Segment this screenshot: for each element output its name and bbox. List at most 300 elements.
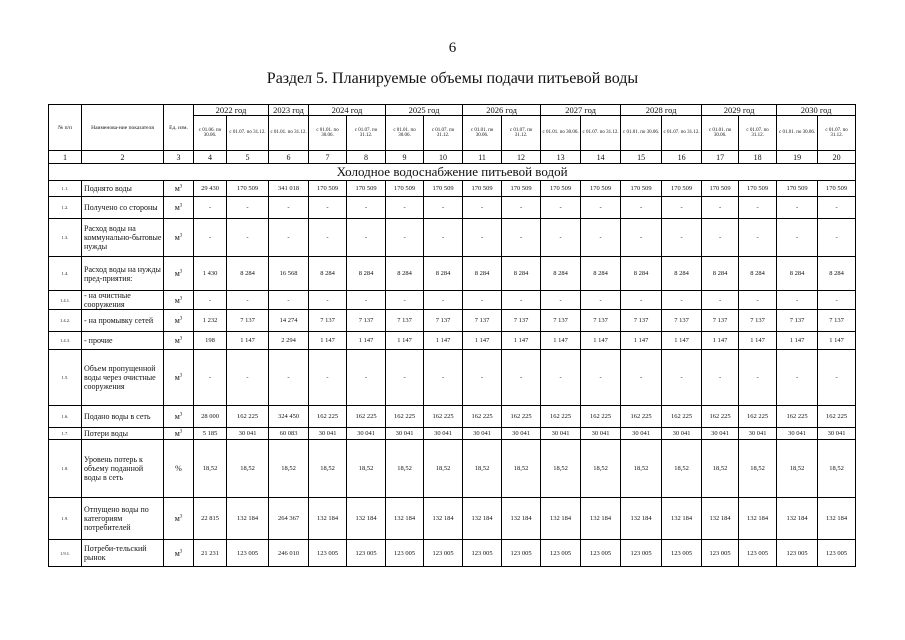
- unit-cell: [164, 291, 194, 310]
- value-cell: 132 184: [581, 498, 621, 540]
- value-cell: -: [818, 350, 856, 406]
- value-cell: 1 147: [463, 332, 502, 350]
- value-cell: 170 509: [818, 181, 856, 197]
- table-row: [49, 440, 856, 498]
- value-cell: 8 284: [739, 257, 777, 291]
- indicator-name: Подано воды в сеть: [82, 406, 164, 428]
- value-cell: 162 225: [818, 406, 856, 428]
- value-cell: 123 005: [739, 540, 777, 567]
- column-number: 17: [702, 151, 739, 164]
- value-cell: 18,52: [739, 440, 777, 498]
- value-cell: -: [194, 219, 227, 257]
- period-header: с 01.07. по 31.12.: [818, 116, 856, 151]
- value-cell: 162 225: [424, 406, 463, 428]
- year-header: 2024 год: [309, 105, 386, 116]
- indicator-name: Отпущено воды по категориям потребителей: [82, 498, 164, 540]
- value-cell: 132 184: [227, 498, 269, 540]
- value-cell: -: [777, 219, 818, 257]
- value-cell: -: [621, 291, 662, 310]
- column-number: 16: [662, 151, 702, 164]
- year-header: 2029 год: [702, 105, 777, 116]
- value-cell: 18,52: [424, 440, 463, 498]
- unit-cell: [164, 181, 194, 197]
- value-cell: 123 005: [777, 540, 818, 567]
- row-number: 1.9.1.: [49, 540, 82, 567]
- value-cell: -: [463, 219, 502, 257]
- value-cell: 30 041: [424, 428, 463, 440]
- period-header: с 01.07. по 31.12.: [502, 116, 541, 151]
- column-number: 5: [227, 151, 269, 164]
- value-cell: 18,52: [581, 440, 621, 498]
- year-header: 2027 год: [541, 105, 621, 116]
- value-cell: 162 225: [309, 406, 347, 428]
- unit-cell: [164, 310, 194, 332]
- value-cell: 1 147: [739, 332, 777, 350]
- value-cell: -: [702, 197, 739, 219]
- indicator-name: Поднято воды: [82, 181, 164, 197]
- value-cell: 132 184: [739, 498, 777, 540]
- column-number: 8: [347, 151, 386, 164]
- value-cell: 18,52: [541, 440, 581, 498]
- period-header: с 01.07. по 31.12.: [581, 116, 621, 151]
- value-cell: 7 137: [739, 310, 777, 332]
- period-header: с 01.07. по 31.12.: [227, 116, 269, 151]
- value-cell: 132 184: [818, 498, 856, 540]
- value-cell: -: [502, 350, 541, 406]
- value-cell: -: [269, 197, 309, 219]
- value-cell: 8 284: [386, 257, 424, 291]
- value-cell: 162 225: [702, 406, 739, 428]
- value-cell: -: [621, 219, 662, 257]
- value-cell: 162 225: [621, 406, 662, 428]
- value-cell: 1 147: [424, 332, 463, 350]
- row-number: 1.7.: [49, 428, 82, 440]
- value-cell: -: [581, 219, 621, 257]
- value-cell: -: [269, 291, 309, 310]
- column-number: 3: [164, 151, 194, 164]
- value-cell: 30 041: [309, 428, 347, 440]
- value-cell: 8 284: [581, 257, 621, 291]
- value-cell: 7 137: [386, 310, 424, 332]
- value-cell: 28 000: [194, 406, 227, 428]
- unit-text: м: [174, 203, 180, 212]
- unit-text: м: [174, 336, 180, 345]
- value-cell: 30 041: [347, 428, 386, 440]
- year-header: 2028 год: [621, 105, 702, 116]
- column-number: 6: [269, 151, 309, 164]
- unit-superscript: 3: [179, 514, 183, 520]
- value-cell: -: [309, 197, 347, 219]
- value-cell: 1 147: [227, 332, 269, 350]
- value-cell: 162 225: [347, 406, 386, 428]
- value-cell: -: [309, 291, 347, 310]
- value-cell: -: [227, 219, 269, 257]
- value-cell: -: [662, 291, 702, 310]
- value-cell: 1 430: [194, 257, 227, 291]
- value-cell: 132 184: [702, 498, 739, 540]
- value-cell: -: [739, 219, 777, 257]
- column-number: 2: [82, 151, 164, 164]
- value-cell: -: [702, 291, 739, 310]
- value-cell: 170 509: [386, 181, 424, 197]
- value-cell: 30 041: [702, 428, 739, 440]
- value-cell: -: [541, 197, 581, 219]
- column-number: 19: [777, 151, 818, 164]
- year-header: 2030 год: [777, 105, 856, 116]
- value-cell: 18,52: [702, 440, 739, 498]
- period-header: с 01.01. по 30.06.: [621, 116, 662, 151]
- value-cell: -: [662, 350, 702, 406]
- value-cell: 170 509: [227, 181, 269, 197]
- indicator-name: Расход воды на нужды пред-приятия:: [82, 257, 164, 291]
- value-cell: 170 509: [581, 181, 621, 197]
- column-number: 15: [621, 151, 662, 164]
- column-number: 4: [194, 151, 227, 164]
- column-number: 14: [581, 151, 621, 164]
- value-cell: -: [777, 291, 818, 310]
- value-cell: 123 005: [424, 540, 463, 567]
- value-cell: 7 137: [309, 310, 347, 332]
- value-cell: -: [309, 219, 347, 257]
- table-row: [49, 498, 856, 540]
- unit-text: м: [174, 295, 180, 305]
- value-cell: 8 284: [702, 257, 739, 291]
- table-row: [49, 332, 856, 350]
- value-cell: 18,52: [194, 440, 227, 498]
- indicator-name: - на очистные сооружения: [82, 291, 164, 310]
- column-number: 20: [818, 151, 856, 164]
- period-header: с 01.01. по 30.06.: [309, 116, 347, 151]
- value-cell: 30 041: [386, 428, 424, 440]
- value-cell: -: [194, 197, 227, 219]
- value-cell: 162 225: [777, 406, 818, 428]
- value-cell: -: [386, 219, 424, 257]
- value-cell: 7 137: [502, 310, 541, 332]
- period-header: с 01.01. по 31.12.: [269, 116, 309, 151]
- unit-cell: [164, 219, 194, 257]
- period-header: с 01.01. по 30.06.: [463, 116, 502, 151]
- unit-text: м: [174, 184, 180, 193]
- value-cell: 30 041: [662, 428, 702, 440]
- page-title: Раздел 5. Планируемые объемы подачи питьевой воды: [266, 70, 639, 87]
- unit-cell: [164, 332, 194, 350]
- unit-superscript: 3: [179, 373, 183, 379]
- unit-text: м: [174, 548, 180, 558]
- value-cell: 1 147: [662, 332, 702, 350]
- unit-superscript: 3: [179, 184, 183, 190]
- period-header: с 01.01. по 30.06.: [386, 116, 424, 151]
- unit-superscript: 3: [179, 203, 183, 209]
- indicator-name: Потреби-тельский рынок: [82, 540, 164, 567]
- column-number: 13: [541, 151, 581, 164]
- unit-cell: [164, 428, 194, 440]
- value-cell: 60 083: [269, 428, 309, 440]
- unit-superscript: 3: [179, 233, 183, 239]
- value-cell: 2 294: [269, 332, 309, 350]
- row-number: 1.4.1.: [49, 291, 82, 310]
- value-cell: 162 225: [386, 406, 424, 428]
- value-cell: 7 137: [621, 310, 662, 332]
- column-number: 10: [424, 151, 463, 164]
- unit-text: м: [174, 233, 180, 242]
- value-cell: 132 184: [662, 498, 702, 540]
- value-cell: 30 041: [463, 428, 502, 440]
- row-number: 1.3.: [49, 219, 82, 257]
- value-cell: 162 225: [662, 406, 702, 428]
- period-header: с 01.01. по 30.06.: [702, 116, 739, 151]
- value-cell: 132 184: [777, 498, 818, 540]
- unit-text: м: [174, 514, 180, 523]
- value-cell: -: [269, 350, 309, 406]
- value-cell: 162 225: [739, 406, 777, 428]
- value-cell: 132 184: [309, 498, 347, 540]
- value-cell: 8 284: [818, 257, 856, 291]
- value-cell: 1 147: [502, 332, 541, 350]
- unit-cell: [164, 498, 194, 540]
- year-header: 2022 год: [194, 105, 269, 116]
- value-cell: -: [502, 219, 541, 257]
- value-cell: 8 284: [227, 257, 269, 291]
- value-cell: -: [662, 197, 702, 219]
- value-cell: -: [581, 291, 621, 310]
- value-cell: -: [347, 291, 386, 310]
- value-cell: 132 184: [347, 498, 386, 540]
- value-cell: 123 005: [463, 540, 502, 567]
- value-cell: 30 041: [739, 428, 777, 440]
- column-number: 9: [386, 151, 424, 164]
- period-header: с 01.07. по 31.12.: [739, 116, 777, 151]
- value-cell: 8 284: [463, 257, 502, 291]
- value-cell: 7 137: [818, 310, 856, 332]
- value-cell: 123 005: [621, 540, 662, 567]
- row-number: 1.2.: [49, 197, 82, 219]
- value-cell: 1 147: [541, 332, 581, 350]
- value-cell: 162 225: [502, 406, 541, 428]
- value-cell: 21 231: [194, 540, 227, 567]
- indicator-name: - на промывку сетей: [82, 310, 164, 332]
- value-cell: 1 147: [777, 332, 818, 350]
- header-name: Наименова-ние показателя: [82, 105, 164, 151]
- value-cell: 18,52: [818, 440, 856, 498]
- unit-superscript: 3: [179, 295, 183, 301]
- value-cell: -: [702, 350, 739, 406]
- section-title: Холодное водоснабжение питьевой водой: [49, 164, 856, 181]
- value-cell: -: [269, 219, 309, 257]
- value-cell: -: [818, 291, 856, 310]
- value-cell: -: [739, 291, 777, 310]
- value-cell: 8 284: [502, 257, 541, 291]
- unit-cell: [164, 540, 194, 567]
- value-cell: -: [541, 219, 581, 257]
- value-cell: 18,52: [502, 440, 541, 498]
- indicator-name: Расход воды на коммунально-бытовые нужды: [82, 219, 164, 257]
- value-cell: 18,52: [777, 440, 818, 498]
- value-cell: 170 509: [777, 181, 818, 197]
- value-cell: 1 147: [818, 332, 856, 350]
- unit-superscript: 3: [179, 412, 183, 418]
- value-cell: 170 509: [739, 181, 777, 197]
- value-cell: 341 018: [269, 181, 309, 197]
- year-header: 2025 год: [386, 105, 463, 116]
- value-cell: -: [424, 197, 463, 219]
- value-cell: 7 137: [463, 310, 502, 332]
- value-cell: -: [621, 350, 662, 406]
- value-cell: 170 509: [702, 181, 739, 197]
- value-cell: 8 284: [777, 257, 818, 291]
- value-cell: -: [347, 219, 386, 257]
- value-cell: 8 284: [621, 257, 662, 291]
- value-cell: -: [424, 219, 463, 257]
- value-cell: 7 137: [227, 310, 269, 332]
- value-cell: 170 509: [502, 181, 541, 197]
- unit-text: %: [175, 464, 182, 473]
- value-cell: 18,52: [227, 440, 269, 498]
- value-cell: -: [739, 350, 777, 406]
- indicator-name: Потери воды: [82, 428, 164, 440]
- value-cell: 5 185: [194, 428, 227, 440]
- value-cell: -: [581, 197, 621, 219]
- value-cell: 1 232: [194, 310, 227, 332]
- value-cell: 30 041: [777, 428, 818, 440]
- value-cell: -: [309, 350, 347, 406]
- value-cell: -: [541, 291, 581, 310]
- row-number: 1.4.: [49, 257, 82, 291]
- value-cell: -: [227, 291, 269, 310]
- value-cell: -: [424, 291, 463, 310]
- value-cell: 123 005: [386, 540, 424, 567]
- value-cell: 132 184: [621, 498, 662, 540]
- table-row: [49, 197, 856, 219]
- header-no: № п/п: [49, 105, 82, 151]
- unit-cell: [164, 350, 194, 406]
- table-row: [49, 291, 856, 310]
- table-row: [49, 181, 856, 197]
- value-cell: -: [502, 197, 541, 219]
- value-cell: 7 137: [541, 310, 581, 332]
- value-cell: 132 184: [463, 498, 502, 540]
- value-cell: 8 284: [662, 257, 702, 291]
- table-row: [49, 540, 856, 567]
- value-cell: 123 005: [309, 540, 347, 567]
- value-cell: -: [347, 350, 386, 406]
- water-supply-table: [48, 104, 856, 567]
- value-cell: 264 367: [269, 498, 309, 540]
- unit-superscript: 3: [179, 269, 183, 275]
- value-cell: -: [194, 350, 227, 406]
- year-header: 2026 год: [463, 105, 541, 116]
- value-cell: -: [818, 219, 856, 257]
- value-cell: 162 225: [463, 406, 502, 428]
- table-row: [49, 406, 856, 428]
- unit-text: м: [174, 316, 180, 325]
- value-cell: 7 137: [662, 310, 702, 332]
- indicator-name: Получено со стороны: [82, 197, 164, 219]
- value-cell: -: [386, 350, 424, 406]
- page-number: 6: [448, 40, 457, 56]
- row-number: 1.4.3.: [49, 332, 82, 350]
- value-cell: 170 509: [424, 181, 463, 197]
- value-cell: 123 005: [502, 540, 541, 567]
- unit-cell: [164, 440, 194, 498]
- value-cell: 8 284: [309, 257, 347, 291]
- period-header: с 01.07. по 31.12.: [347, 116, 386, 151]
- value-cell: 123 005: [347, 540, 386, 567]
- value-cell: 170 509: [347, 181, 386, 197]
- value-cell: 198: [194, 332, 227, 350]
- value-cell: 132 184: [424, 498, 463, 540]
- value-cell: 132 184: [502, 498, 541, 540]
- row-number: 1.5.: [49, 350, 82, 406]
- value-cell: 8 284: [541, 257, 581, 291]
- value-cell: 1 147: [309, 332, 347, 350]
- section-row: [49, 164, 856, 181]
- unit-text: м: [174, 412, 180, 421]
- period-header: с 01.01. по 30.06.: [777, 116, 818, 151]
- indicator-name: Объем пропущенной воды через очистные сооружения: [82, 350, 164, 406]
- value-cell: 123 005: [581, 540, 621, 567]
- unit-text: м: [174, 373, 180, 382]
- period-header: с 01.01. по 30.06.: [541, 116, 581, 151]
- value-cell: 30 041: [581, 428, 621, 440]
- value-cell: -: [702, 219, 739, 257]
- value-cell: 14 274: [269, 310, 309, 332]
- value-cell: 123 005: [227, 540, 269, 567]
- value-cell: 18,52: [463, 440, 502, 498]
- value-cell: 30 041: [227, 428, 269, 440]
- value-cell: -: [502, 291, 541, 310]
- value-cell: -: [227, 197, 269, 219]
- column-number-row: [49, 151, 856, 164]
- value-cell: 170 509: [621, 181, 662, 197]
- unit-superscript: 3: [179, 548, 183, 554]
- row-number: 1.1.: [49, 181, 82, 197]
- value-cell: 324 450: [269, 406, 309, 428]
- value-cell: 162 225: [541, 406, 581, 428]
- unit-cell: [164, 197, 194, 219]
- value-cell: 22 815: [194, 498, 227, 540]
- unit-superscript: 3: [179, 316, 183, 322]
- value-cell: -: [463, 291, 502, 310]
- table-row: [49, 428, 856, 440]
- table-row: [49, 257, 856, 291]
- value-cell: 132 184: [541, 498, 581, 540]
- row-number: 1.4.2.: [49, 310, 82, 332]
- value-cell: 170 509: [662, 181, 702, 197]
- value-cell: 1 147: [581, 332, 621, 350]
- value-cell: -: [424, 350, 463, 406]
- period-header: с 01.07. по 31.12.: [424, 116, 463, 151]
- unit-superscript: 3: [179, 336, 183, 342]
- column-number: 1: [49, 151, 82, 164]
- value-cell: 170 509: [309, 181, 347, 197]
- unit-superscript: 3: [179, 429, 183, 435]
- value-cell: 7 137: [424, 310, 463, 332]
- value-cell: 162 225: [227, 406, 269, 428]
- row-number: 1.9.: [49, 498, 82, 540]
- table-row: [49, 310, 856, 332]
- unit-text: м: [174, 269, 180, 278]
- value-cell: 7 137: [702, 310, 739, 332]
- table-row: [49, 219, 856, 257]
- period-header: с 01.06. по 30.06.: [194, 116, 227, 151]
- value-cell: -: [386, 197, 424, 219]
- year-header: 2023 год: [269, 105, 309, 116]
- row-number: 1.6.: [49, 406, 82, 428]
- value-cell: 16 568: [269, 257, 309, 291]
- unit-cell: [164, 257, 194, 291]
- value-cell: 8 284: [424, 257, 463, 291]
- value-cell: -: [581, 350, 621, 406]
